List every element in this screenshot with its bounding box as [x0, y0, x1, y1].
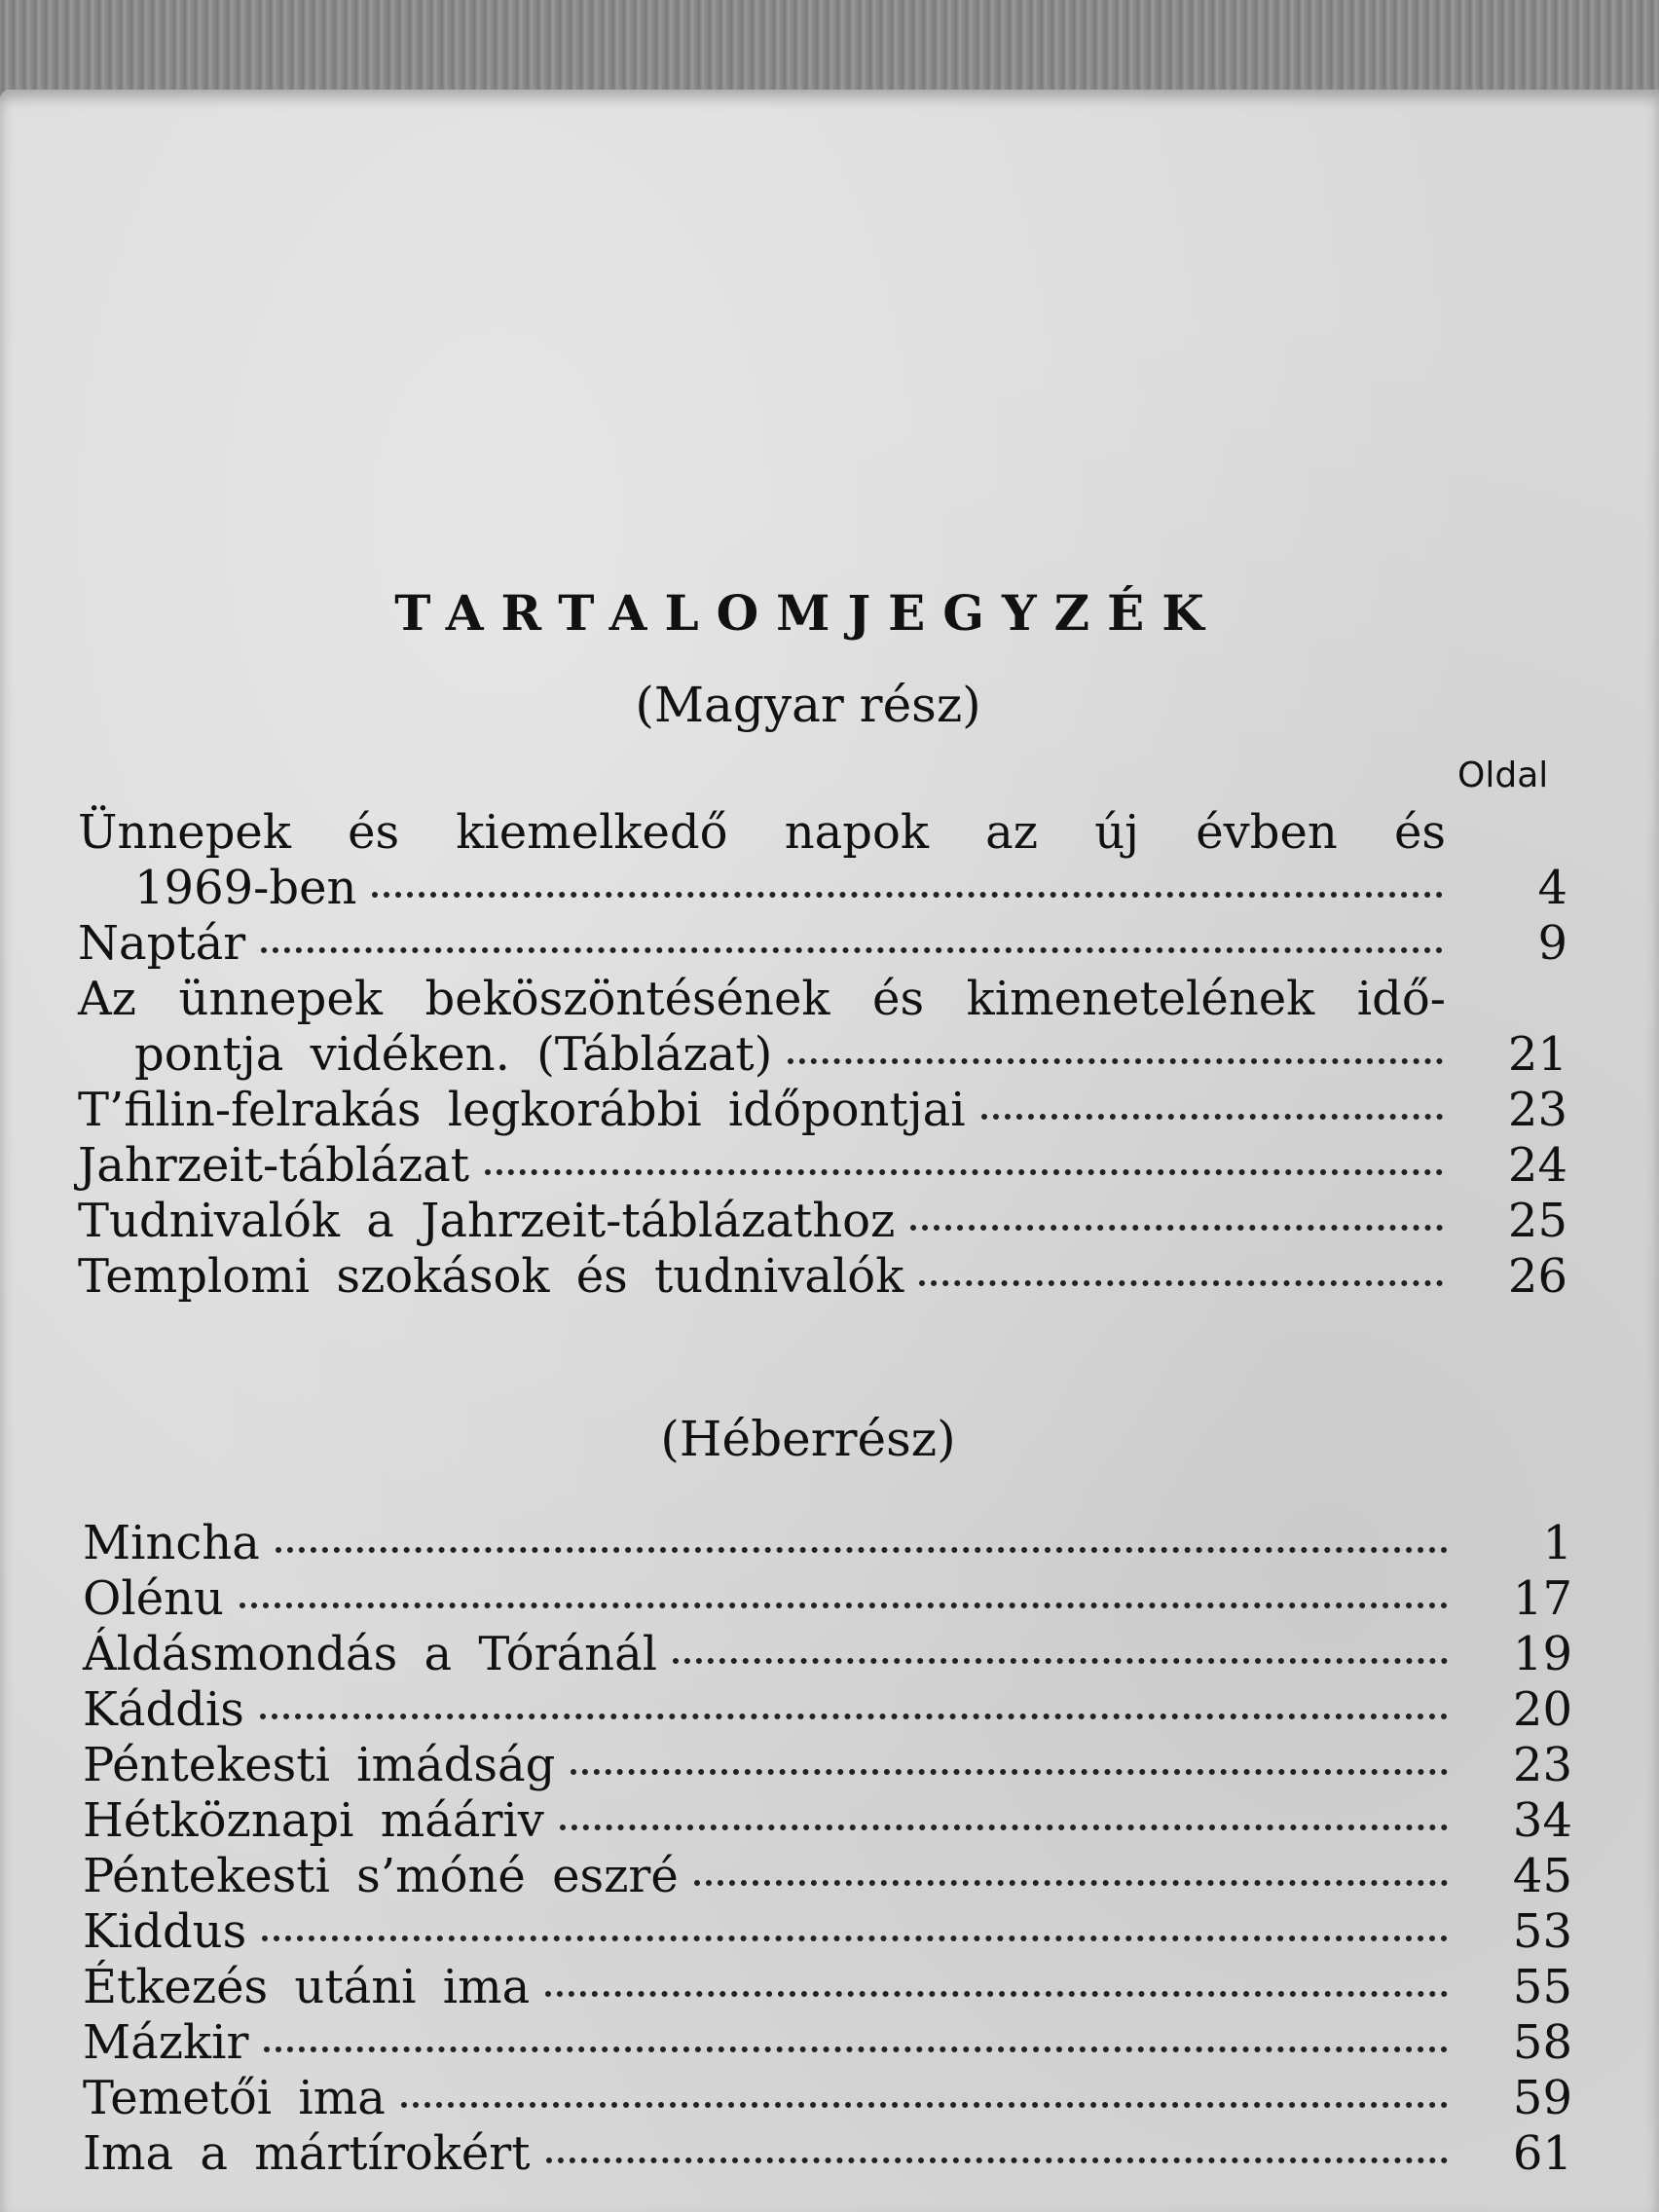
toc-entry-title-line: Ünnepek és kiemelkedő napok az új évben és: [78, 805, 1446, 860]
toc-entry: [78, 1138, 1567, 1194]
toc-entry-title: Templomi szokások és tudnivalók: [78, 1249, 904, 1304]
dot-leader: [260, 1714, 1448, 1719]
dot-leader: [372, 892, 1443, 898]
toc-page-number: 9: [1537, 916, 1567, 971]
toc-page-number: 58: [1512, 2015, 1572, 2070]
dot-leader: [919, 1280, 1443, 1286]
toc-entry-title: pontja vidéken. (Táblázat): [134, 1027, 773, 1082]
book-page: [0, 90, 1659, 2212]
toc-entry-title: Áldásmondás a Tóránál: [83, 1627, 658, 1681]
toc-entry-title: Péntekesti imádság: [83, 1738, 556, 1792]
toc-page-number: 23: [1512, 1738, 1572, 1792]
page-column-label: Oldal: [1457, 756, 1549, 795]
toc-entry: [83, 2126, 1572, 2182]
toc-entry-title: Ima a mártírokért: [83, 2126, 531, 2181]
toc-entry: [83, 1516, 1572, 1571]
toc-entry: [78, 805, 1567, 916]
dot-leader: [981, 1114, 1443, 1120]
toc-entry-title: Étkezés utáni ima: [83, 1960, 531, 2014]
dot-leader: [261, 947, 1443, 953]
toc-entry: [83, 2015, 1572, 2071]
toc-entry-title: Káddis: [83, 1682, 244, 1737]
dot-leader: [401, 2102, 1448, 2108]
toc-page-number: 20: [1512, 1682, 1572, 1737]
dot-leader: [545, 1991, 1448, 1997]
toc-entry-title: Hétköznapi mááriv: [83, 1793, 544, 1848]
toc-entry-title: Tudnivalók a Jahrzeit-táblázathoz: [78, 1194, 896, 1248]
dot-leader: [546, 2157, 1448, 2163]
toc-entry: [83, 1960, 1572, 2015]
toc-entry: [83, 2071, 1572, 2126]
toc-entry: [83, 1904, 1572, 1960]
toc-page-number: 59: [1512, 2071, 1572, 2125]
toc-page-number: 34: [1512, 1793, 1572, 1848]
toc-entry-title: Temetői ima: [83, 2071, 386, 2125]
dot-leader: [673, 1658, 1448, 1664]
toc-entry: [83, 1571, 1572, 1627]
toc-entry-title: Jahrzeit-táblázat: [78, 1138, 470, 1193]
toc-entry-title: Mázkir: [83, 2015, 249, 2070]
toc-entry-title: Naptár: [78, 916, 246, 971]
dot-leader: [485, 1169, 1443, 1175]
toc-entry-title-line: Az ünnepek beköszöntésének és kimenetelének idő-: [78, 972, 1446, 1026]
section-header-heber: (Héberrész): [660, 1411, 956, 1467]
toc-page-number: 55: [1512, 1960, 1572, 2014]
toc-entry-title: 1969-ben: [134, 861, 357, 915]
toc-entry: [78, 972, 1567, 1083]
dot-leader: [571, 1769, 1448, 1775]
toc-entry: [78, 1194, 1567, 1249]
dot-leader: [694, 1880, 1448, 1886]
toc-entry: [83, 1682, 1572, 1738]
toc-page-number: 26: [1507, 1249, 1567, 1304]
toc-heber-list: [83, 1516, 1572, 2182]
toc-magyar-list: [78, 805, 1567, 1305]
toc-page-number: 1: [1542, 1516, 1572, 1570]
toc-page-number: 53: [1512, 1904, 1572, 1959]
toc-page-number: 45: [1512, 1849, 1572, 1903]
toc-page-number: 21: [1507, 1027, 1567, 1082]
toc-page-number: 4: [1537, 861, 1567, 915]
toc-entry: [78, 916, 1567, 972]
toc-entry: [83, 1627, 1572, 1682]
dot-leader: [264, 2046, 1448, 2052]
toc-entry: [78, 1249, 1567, 1305]
toc-entry: [83, 1793, 1572, 1849]
toc-entry-title: Mincha: [83, 1516, 260, 1570]
toc-page-number: 17: [1512, 1571, 1572, 1626]
book-gutter-edge: [0, 0, 1659, 102]
toc-page-number: 25: [1507, 1194, 1567, 1248]
toc-entry: [78, 1083, 1567, 1138]
dot-leader: [788, 1058, 1443, 1064]
toc-entry: [83, 1849, 1572, 1904]
dot-leader: [276, 1547, 1448, 1553]
toc-entry-title: Kiddus: [83, 1904, 247, 1959]
toc-page-number: 23: [1507, 1083, 1567, 1137]
toc-page-number: 24: [1507, 1138, 1567, 1193]
dot-leader: [560, 1825, 1448, 1830]
toc-entry-title: T’filin-felrakás legkorábbi időpontjai: [78, 1083, 966, 1137]
toc-page-number: 19: [1512, 1627, 1572, 1681]
section-subtitle-magyar: (Magyar rész): [635, 677, 981, 733]
dot-leader: [910, 1225, 1443, 1231]
page-title: TARTALOMJEGYZÉK: [394, 584, 1222, 642]
toc-entry: [83, 1738, 1572, 1793]
dot-leader: [240, 1603, 1448, 1608]
toc-entry-title: Olénu: [83, 1571, 224, 1626]
dot-leader: [262, 1936, 1448, 1941]
toc-page-number: 61: [1512, 2126, 1572, 2181]
toc-entry-title: Péntekesti s’móné eszré: [83, 1849, 679, 1903]
